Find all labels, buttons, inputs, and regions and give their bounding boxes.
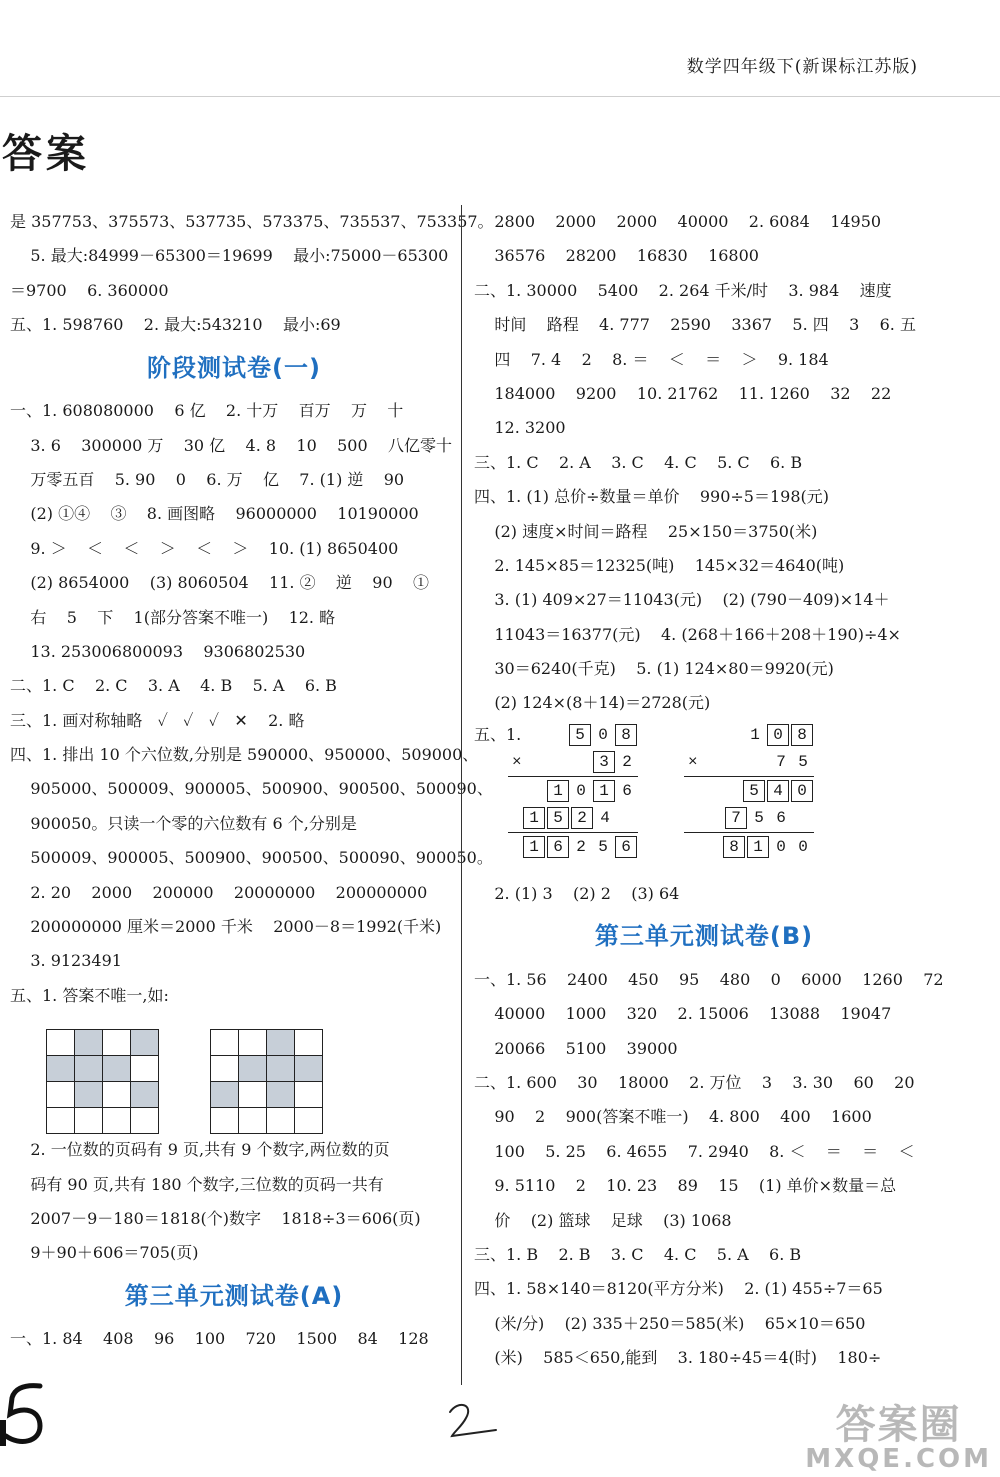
- answer-line: 三、1. B 2. B 3. C 4. C 5. A 6. B: [474, 1244, 802, 1264]
- grid-cell-shaded: [131, 1030, 159, 1056]
- grid-cell-shaded: [75, 1056, 103, 1082]
- answer-line: 9＋90＋606＝705(页): [10, 1243, 199, 1263]
- calc-row: [508, 805, 638, 833]
- answer-line: 20066 5100 39000: [474, 1038, 678, 1058]
- filled-box-digit: 0: [791, 780, 813, 802]
- answer-line: 四、1. 58×140＝8120(平方分米) 2. (1) 455÷7＝65: [474, 1279, 883, 1299]
- page-number-mark: [0, 1380, 52, 1450]
- filled-box-digit: 8: [791, 724, 813, 746]
- answer-line: (2) 速度×时间＝路程 25×150＝3750(米): [474, 521, 818, 541]
- answer-line: 11043＝16377(元) 4. (268＋166＋208＋190)÷4×: [474, 624, 901, 644]
- filled-box-digit: 4: [767, 780, 789, 802]
- grid-cell: [295, 1082, 323, 1108]
- answer-line: 3. 6 300000 万 30 亿 4. 8 10 500 八亿零十: [10, 435, 452, 455]
- grid-cell: [267, 1108, 295, 1134]
- answer-line: 2. 145×85＝12325(吨) 145×32＝4640(吨): [474, 555, 845, 575]
- digit: 6: [622, 781, 632, 800]
- answer-line: 3. (1) 409×27＝11043(元) (2) (790－409)×14＋: [474, 590, 890, 610]
- grid-cell-shaded: [75, 1030, 103, 1056]
- answer-line: 三、1. 画对称轴略 ✓ ✓ ✓ ✕ 2. 略: [10, 710, 305, 730]
- answer-line: 万零五百 5. 90 0 6. 万 亿 7. (1) 逆 90: [10, 469, 405, 489]
- answer-line: 2. (1) 3 (2) 2 (3) 64: [474, 883, 680, 903]
- answer-grid: [210, 1029, 323, 1134]
- answer-line: 价 (2) 篮球 足球 (3) 1068: [474, 1210, 732, 1230]
- grid-cell-shaded: [267, 1082, 295, 1108]
- digit: 2: [576, 838, 586, 857]
- answer-line: 900050。只读一个零的六位数有 6 个,分别是: [10, 813, 357, 833]
- grid-cell-shaded: [131, 1082, 159, 1108]
- answer-line: 二、1. 30000 5400 2. 264 千米/时 3. 984 速度: [474, 280, 892, 300]
- digit: 0: [798, 838, 808, 857]
- operator: ×: [688, 753, 698, 772]
- digit: 5: [598, 838, 608, 857]
- filled-box-digit: 6: [547, 836, 569, 858]
- filled-box-digit: 5: [547, 807, 569, 829]
- answer-line: (米) 585＜650,能到 3. 180÷45＝4(时) 180÷: [474, 1348, 882, 1368]
- handwritten-mark: [444, 1400, 504, 1440]
- answer-line: 184000 9200 10. 21762 11. 1260 32 22: [474, 383, 892, 403]
- answer-line: 9. ＞ ＜ ＜ ＞ ＜ ＞ 10. (1) 8650400: [10, 538, 399, 558]
- grid-cell: [131, 1108, 159, 1134]
- watermark: [805, 1401, 992, 1474]
- right-column: [474, 205, 944, 1376]
- digit: 0: [776, 838, 786, 857]
- grid-cell: [47, 1082, 75, 1108]
- digit: 5: [798, 753, 808, 772]
- filled-box-digit: 6: [615, 836, 637, 858]
- answer-line: (米/分) (2) 335＋250＝585(米) 65×10＝650: [474, 1313, 866, 1333]
- grid-cell-shaded: [47, 1056, 75, 1082]
- answer-line: 二、1. C 2. C 3. A 4. B 5. A 6. B: [10, 676, 337, 696]
- watermark-top: 答案圈: [835, 1401, 962, 1448]
- answer-line: 码有 90 页,共有 180 个数字,三位数的页码一共有: [10, 1174, 384, 1194]
- answer-line: 四、1. 排出 10 个六位数,分别是 590000、950000、509000、: [10, 745, 479, 765]
- grid-cell: [239, 1108, 267, 1134]
- section-title: 第三单元测试卷(B): [594, 922, 814, 951]
- watermark-bottom: MXQE.COM: [805, 1443, 992, 1474]
- calc-row: [508, 776, 638, 805]
- filled-box-digit: 7: [725, 807, 747, 829]
- header-rule: [0, 96, 1000, 97]
- answer-line: 5. 最大:84999－65300＝19699 最小:75000－65300: [10, 246, 449, 266]
- digit: 6: [776, 809, 786, 828]
- answer-line: 13. 253006800093 9306802530: [10, 641, 306, 661]
- answer-line: 500009、900005、500900、900500、500090、900050。: [10, 848, 493, 868]
- digit: 7: [776, 753, 786, 772]
- section-title: 第三单元测试卷(A): [124, 1281, 344, 1310]
- calc-row: [684, 805, 814, 833]
- digit: 0: [576, 781, 586, 800]
- filled-box-digit: 2: [571, 807, 593, 829]
- answer-line: 一、1. 608080000 6 亿 2. 十万 百万 万 十: [10, 401, 404, 421]
- filled-box-digit: 5: [569, 724, 591, 746]
- filled-box-digit: 0: [767, 724, 789, 746]
- grid-cell-shaded: [75, 1082, 103, 1108]
- answer-line: (2) ①④ ③ 8. 画图略 96000000 10190000: [10, 504, 419, 524]
- calc-row: [508, 748, 638, 776]
- answer-line: 四、1. (1) 总价÷数量＝单价 990÷5＝198(元): [474, 487, 830, 507]
- calc-row: [684, 721, 814, 749]
- grid-cell: [295, 1108, 323, 1134]
- filled-box-digit: 1: [747, 836, 769, 858]
- answer-line: 四 7. 4 2 8. ＝ ＜ ＝ ＞ 9. 184: [474, 349, 829, 369]
- answer-line: 905000、500009、900005、500900、900500、500090、: [10, 779, 493, 799]
- answer-line: 90 2 900(答案不唯一) 4. 800 400 1600: [474, 1107, 872, 1127]
- grid-cell: [75, 1108, 103, 1134]
- digit: 2: [622, 753, 632, 772]
- filled-box-digit: 1: [593, 780, 615, 802]
- digit: 5: [754, 809, 764, 828]
- calc-row: [508, 721, 638, 749]
- answer-line: ＝9700 6. 360000: [10, 280, 169, 300]
- answer-line: 100 5. 25 6. 4655 7. 2940 8. ＜ ＝ ＝ ＜: [474, 1141, 915, 1161]
- answer-line: 三、1. C 2. A 3. C 4. C 5. C 6. B: [474, 452, 803, 472]
- section-title: 阶段测试卷(一): [147, 353, 321, 382]
- answer-line: 右 5 下 1(部分答案不唯一) 12. 略: [10, 607, 336, 627]
- multiplication: [508, 721, 638, 861]
- answer-line: (2) 8654000 (3) 8060504 11. ② 逆 90 ①: [10, 573, 429, 593]
- filled-box-digit: 8: [615, 724, 637, 746]
- calc-row: [684, 748, 814, 776]
- operator: ×: [512, 753, 522, 772]
- grid-cell: [47, 1030, 75, 1056]
- filled-box-digit: 5: [743, 780, 765, 802]
- answer-line: 30＝6240(千克) 5. (1) 124×80＝9920(元): [474, 659, 834, 679]
- answer-line: 200000000 厘米＝2000 千米 2000－8＝1992(千米): [10, 917, 442, 937]
- answer-line: 时间 路程 4. 777 2590 3367 5. 四 3 6. 五: [474, 315, 916, 335]
- grid-cell-shaded: [239, 1056, 267, 1082]
- answer-line: 五、1. 答案不唯一,如:: [10, 985, 169, 1005]
- answer-line: 是 357753、375573、537735、573375、735537、753357。: [10, 212, 494, 231]
- grid-cell-shaded: [295, 1056, 323, 1082]
- answer-line: 五、1. 598760 2. 最大:543210 最小:69: [10, 315, 341, 335]
- grid-cell: [103, 1030, 131, 1056]
- calc-row: [684, 832, 814, 861]
- digit: 1: [750, 725, 760, 744]
- symmetry-grids: [10, 1013, 458, 1133]
- answer-grid: [46, 1029, 159, 1134]
- digit: 0: [598, 725, 608, 744]
- grid-cell: [239, 1030, 267, 1056]
- grid-cell: [211, 1056, 239, 1082]
- answer-line: 12. 3200: [474, 418, 566, 438]
- grid-cell: [47, 1108, 75, 1134]
- answer-line: 一、1. 84 408 96 100 720 1500 84 128: [10, 1329, 429, 1349]
- grid-cell: [295, 1030, 323, 1056]
- grid-cell-shaded: [267, 1056, 295, 1082]
- multiplication: [684, 721, 814, 861]
- filled-box-digit: 8: [723, 836, 745, 858]
- answer-line: 36576 28200 16830 16800: [474, 246, 759, 266]
- grid-cell: [103, 1082, 131, 1108]
- grid-cell: [103, 1108, 131, 1134]
- filled-box-digit: 1: [523, 836, 545, 858]
- answer-line: 2. 20 2000 200000 20000000 200000000: [10, 882, 428, 902]
- grid-cell-shaded: [267, 1030, 295, 1056]
- answer-line: (2) 124×(8＋14)＝2728(元): [474, 693, 711, 713]
- filled-box-digit: 3: [593, 751, 615, 773]
- book-title: 数学四年级下(新课标江苏版): [686, 57, 918, 77]
- calc-row: [508, 832, 638, 861]
- calc-label: 五、1.: [474, 724, 522, 744]
- grid-cell: [211, 1108, 239, 1134]
- filled-box-digit: 1: [547, 780, 569, 802]
- vertical-calculations: [474, 721, 934, 877]
- grid-cell: [131, 1056, 159, 1082]
- column-divider: [461, 205, 462, 1385]
- answer-line: 2800 2000 2000 40000 2. 6084 14950: [474, 212, 882, 231]
- answer-line: 2. 一位数的页码有 9 页,共有 9 个数字,两位数的页: [10, 1140, 390, 1160]
- digit: 4: [600, 809, 610, 828]
- answer-line: 9. 5110 2 10. 23 89 15 (1) 单价×数量＝总: [474, 1176, 897, 1196]
- grid-cell-shaded: [211, 1082, 239, 1108]
- grid-cell: [239, 1082, 267, 1108]
- answer-line: 二、1. 600 30 18000 2. 万位 3 3. 30 60 20: [474, 1073, 915, 1093]
- grid-cell: [211, 1030, 239, 1056]
- answer-line: 一、1. 56 2400 450 95 480 0 6000 1260 72: [474, 969, 944, 989]
- answer-line: 3. 9123491: [10, 951, 122, 971]
- calc-row: [684, 776, 814, 805]
- left-column: [10, 205, 494, 1357]
- page-title: 答案: [2, 131, 90, 177]
- answer-line: 40000 1000 320 2. 15006 13088 19047: [474, 1004, 892, 1024]
- grid-cell-shaded: [103, 1056, 131, 1082]
- answer-line: 2007－9－180＝1818(个)数字 1818÷3＝606(页): [10, 1208, 421, 1228]
- filled-box-digit: 1: [523, 807, 545, 829]
